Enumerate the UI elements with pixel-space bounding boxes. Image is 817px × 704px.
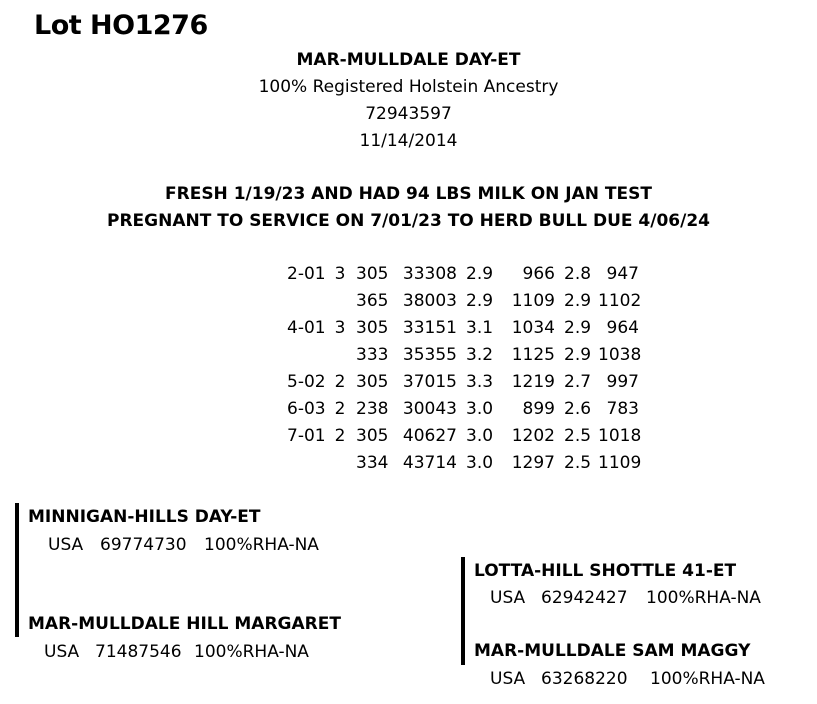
record-protein-percent: 2.9: [564, 345, 592, 365]
maternal-granddam-rha: 100%RHA-NA: [650, 669, 765, 689]
record-milk: 43714: [402, 453, 457, 473]
sire-name: MINNIGAN-HILLS DAY-ET: [28, 507, 261, 527]
record-protein: 1018: [598, 426, 642, 446]
record-fat-percent: 3.2: [466, 345, 494, 365]
maternal-granddam-name: MAR-MULLDALE SAM MAGGY: [474, 641, 751, 661]
fresh-note: FRESH 1/19/23 AND HAD 94 LBS MILK ON JAN TEST: [165, 184, 652, 204]
record-fat: 1202: [511, 426, 555, 446]
record-lactations: 2: [334, 426, 346, 446]
record-days: 333: [356, 345, 389, 365]
record-days: 238: [356, 399, 389, 419]
animal-name: MAR-MULLDALE DAY-ET: [296, 50, 521, 70]
record-fat: 899: [522, 399, 555, 419]
record-protein: 964: [606, 318, 639, 338]
sire-rha: 100%RHA-NA: [204, 535, 319, 555]
maternal-grandsire-name: LOTTA-HILL SHOTTLE 41-ET: [474, 561, 737, 581]
pregnancy-note: PREGNANT TO SERVICE ON 7/01/23 TO HERD BULL DUE 4/06/24: [106, 211, 710, 231]
dam-rha: 100%RHA-NA: [194, 642, 309, 662]
maternal-grandsire-country: USA: [490, 588, 526, 608]
record-fat: 1034: [511, 318, 555, 338]
pedigree-bracket-left: [15, 503, 19, 637]
record-fat: 1109: [511, 291, 555, 311]
record-age: 4-01: [287, 318, 326, 338]
record-milk: 37015: [402, 372, 457, 392]
maternal-grandsire-reg-number: 62942427: [541, 588, 628, 608]
record-lactations: 2: [334, 372, 346, 392]
record-protein: 1038: [598, 345, 642, 365]
record-fat: 966: [522, 264, 555, 284]
dam-country: USA: [44, 642, 80, 662]
record-days: 365: [356, 291, 389, 311]
record-age: 7-01: [287, 426, 326, 446]
record-days: 334: [356, 453, 389, 473]
maternal-grandsire-rha: 100%RHA-NA: [646, 588, 761, 608]
record-fat-percent: 3.0: [466, 426, 494, 446]
record-days: 305: [356, 426, 389, 446]
maternal-granddam-country: USA: [490, 669, 526, 689]
record-lactations: 3: [334, 318, 346, 338]
dam-name: MAR-MULLDALE HILL MARGARET: [28, 614, 341, 634]
record-fat-percent: 2.9: [466, 291, 494, 311]
record-protein: 783: [606, 399, 639, 419]
record-protein-percent: 2.9: [564, 318, 592, 338]
record-fat: 1125: [511, 345, 555, 365]
record-fat: 1219: [511, 372, 555, 392]
record-fat: 1297: [511, 453, 555, 473]
record-fat-percent: 2.9: [466, 264, 494, 284]
record-milk: 33308: [402, 264, 457, 284]
record-milk: 40627: [402, 426, 457, 446]
record-protein: 947: [606, 264, 639, 284]
record-protein-percent: 2.9: [564, 291, 592, 311]
record-protein-percent: 2.8: [564, 264, 592, 284]
record-protein: 1102: [598, 291, 642, 311]
record-fat-percent: 3.3: [466, 372, 494, 392]
record-age: 2-01: [287, 264, 326, 284]
record-fat-percent: 3.0: [466, 399, 494, 419]
record-age: 5-02: [287, 372, 326, 392]
record-milk: 30043: [402, 399, 457, 419]
record-lactations: 3: [334, 264, 346, 284]
record-protein: 1109: [598, 453, 642, 473]
record-protein-percent: 2.7: [564, 372, 592, 392]
record-days: 305: [356, 264, 389, 284]
record-protein-percent: 2.5: [564, 453, 592, 473]
lot-number: Lot HO1276: [34, 10, 208, 41]
sire-reg-number: 69774730: [100, 535, 187, 555]
pedigree-bracket-right: [461, 557, 465, 665]
record-days: 305: [356, 372, 389, 392]
ancestry-line: 100% Registered Holstein Ancestry: [258, 77, 559, 97]
maternal-granddam-reg-number: 63268220: [541, 669, 628, 689]
record-fat-percent: 3.1: [466, 318, 494, 338]
record-milk: 35355: [402, 345, 457, 365]
record-protein-percent: 2.6: [564, 399, 592, 419]
record-age: 6-03: [287, 399, 326, 419]
record-days: 305: [356, 318, 389, 338]
record-fat-percent: 3.0: [466, 453, 494, 473]
registration-number: 72943597: [365, 104, 452, 124]
sire-country: USA: [48, 535, 84, 555]
record-milk: 33151: [402, 318, 457, 338]
record-protein: 997: [606, 372, 639, 392]
dam-reg-number: 71487546: [95, 642, 182, 662]
record-lactations: 2: [334, 399, 346, 419]
birth-date: 11/14/2014: [359, 131, 458, 151]
record-protein-percent: 2.5: [564, 426, 592, 446]
record-milk: 38003: [402, 291, 457, 311]
